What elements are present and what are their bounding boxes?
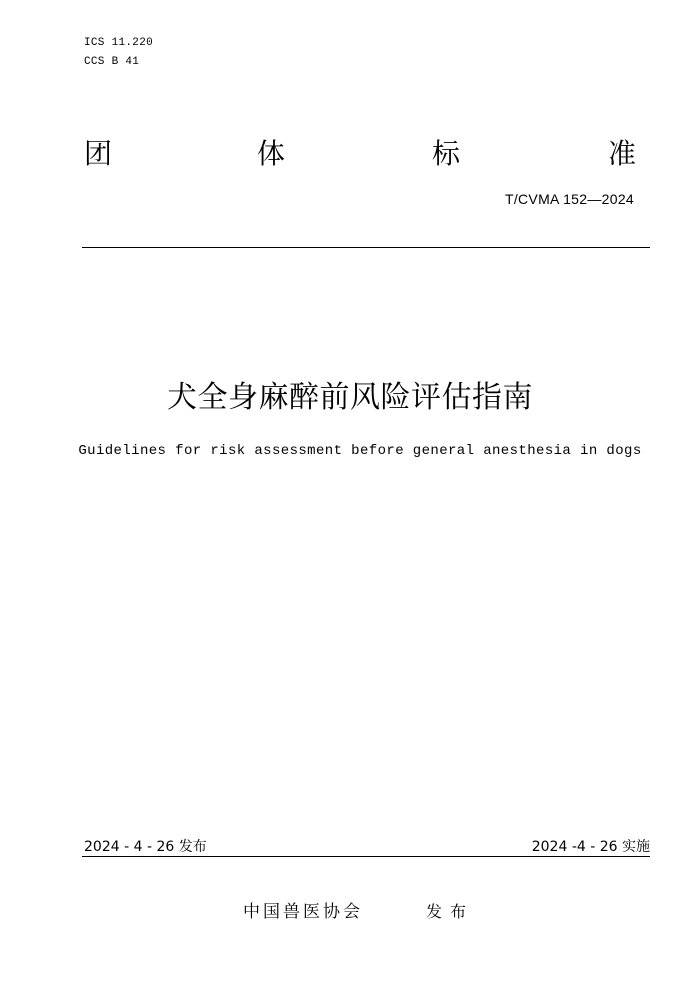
issuer-action: 发布 (426, 902, 475, 921)
title-english: Guidelines for risk assessment before general anesthesia in dogs (78, 443, 642, 459)
ics-code: ICS 11.220 (84, 37, 154, 49)
footer-divider (82, 856, 650, 857)
standard-type-char-1: 团 (84, 137, 113, 170)
implement-date: 2024 -4 - 26 实施 (531, 839, 650, 855)
standard-number: T/CVMA 152—2024 (504, 191, 634, 207)
standard-type-char-2: 体 (257, 137, 286, 170)
publish-date: 2024 - 4 - 26 发布 (84, 839, 207, 855)
ccs-code: CCS B 41 (84, 56, 140, 68)
standard-type-char-3: 标 (432, 137, 461, 170)
header-divider (82, 247, 650, 248)
title-chinese: 犬全身麻醉前风险评估指南 (167, 380, 533, 415)
standard-type-char-4: 准 (608, 137, 637, 170)
issuer-name: 中国兽医协会 (243, 902, 363, 922)
